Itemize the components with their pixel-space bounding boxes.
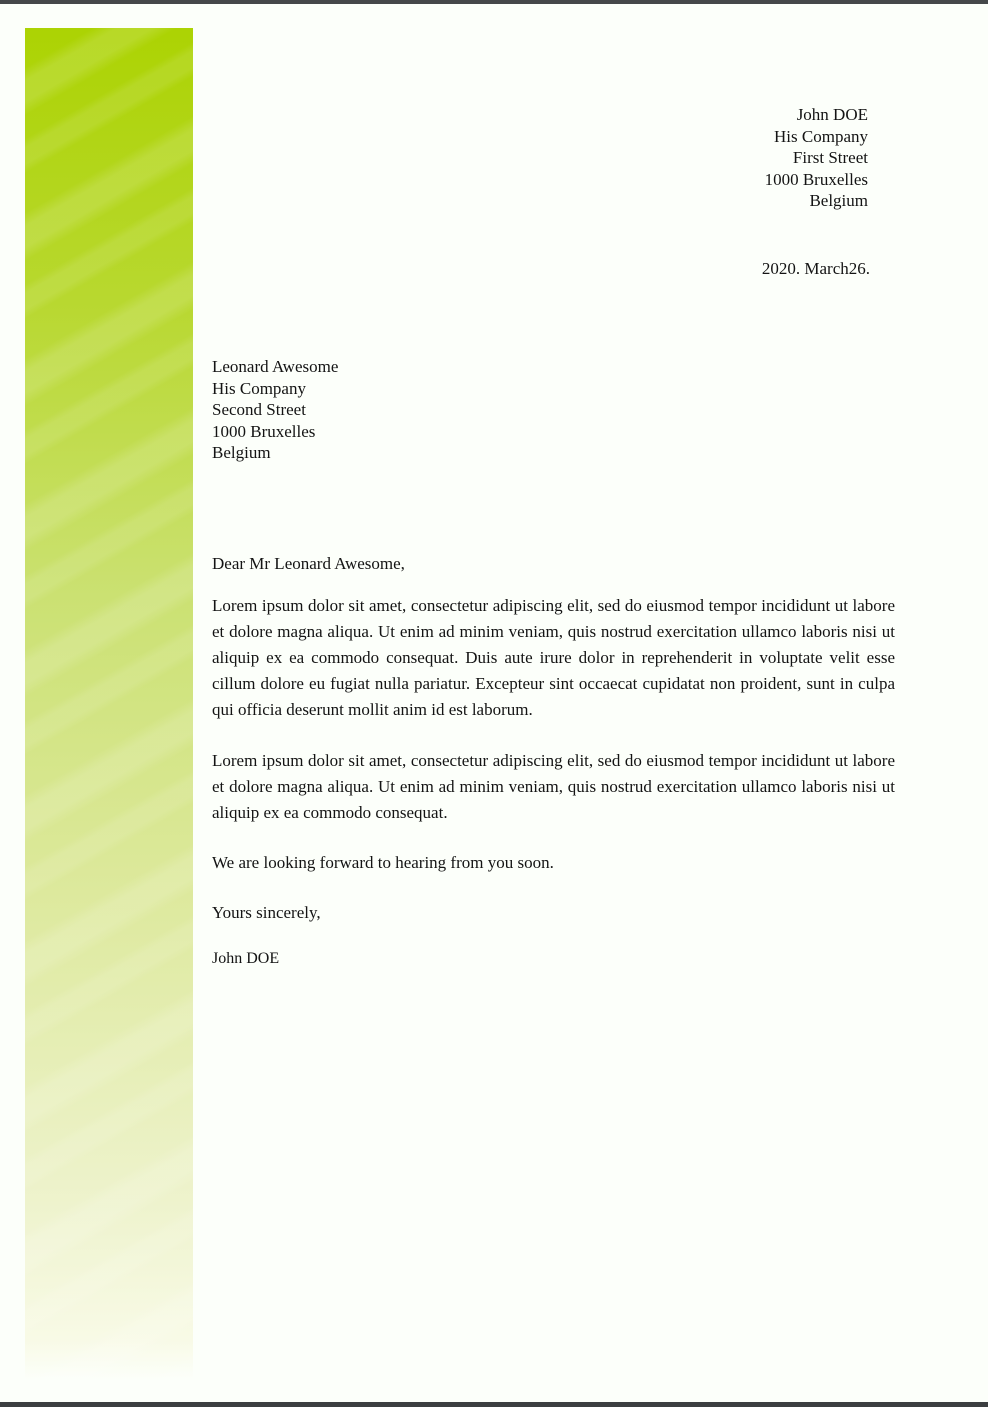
letter-date: 2020. March26. [761,259,870,278]
body-paragraph-1: Lorem ipsum dolor sit amet, consectetur adipiscing elit, sed do eiusmod tempor incididunt ut labore et dolore magna aliqua. Ut enim ad minim veniam, quis nostrud exercitation ullamco laboris nisi ut aliquip ex ea commodo consequat. Duis aute irure dolor in reprehenderit in voluptate velit esse cillum dolore eu fugiat nulla pariatur. Excepteur sint occaecat cupidatat non proident, sunt in culpa qui officia deserunt mollit anim id est laborum. [212,596,895,719]
sender-company: His Company [774,126,868,146]
closing-line: We are looking forward to hearing from you soon. [212,853,554,872]
salutation: Dear Mr Leonard Awesome, [212,554,405,573]
sender-city: 1000 Bruxelles [764,169,868,189]
recipient-street: Second Street [212,400,306,419]
signature-name: John DOE [212,950,280,967]
recipient-name: Leonard Awesome [212,357,339,376]
sender-address-block [765,104,868,212]
bottom-edge-bar [0,1402,988,1407]
recipient-city: 1000 Bruxelles [212,421,316,441]
sender-name: John DOE [796,105,868,124]
top-edge-bar [0,0,988,4]
body-paragraph-2: Lorem ipsum dolor sit amet, consectetur adipiscing elit, sed do eiusmod tempor incididunt ut labore et dolore magna aliqua. Ut enim ad minim veniam, quis nostrud exercitation ullamco laboris nisi ut aliquip ex ea commodo consequat. [212,751,895,822]
sender-street: First Street [792,148,868,167]
accent-gradient-bar [25,28,193,1380]
valediction: Yours sincerely, [212,903,321,922]
recipient-company: His Company [212,378,306,398]
letter-body [212,551,895,972]
sender-country: Belgium [809,191,868,210]
recipient-address-block [212,356,338,464]
recipient-country: Belgium [212,443,271,462]
